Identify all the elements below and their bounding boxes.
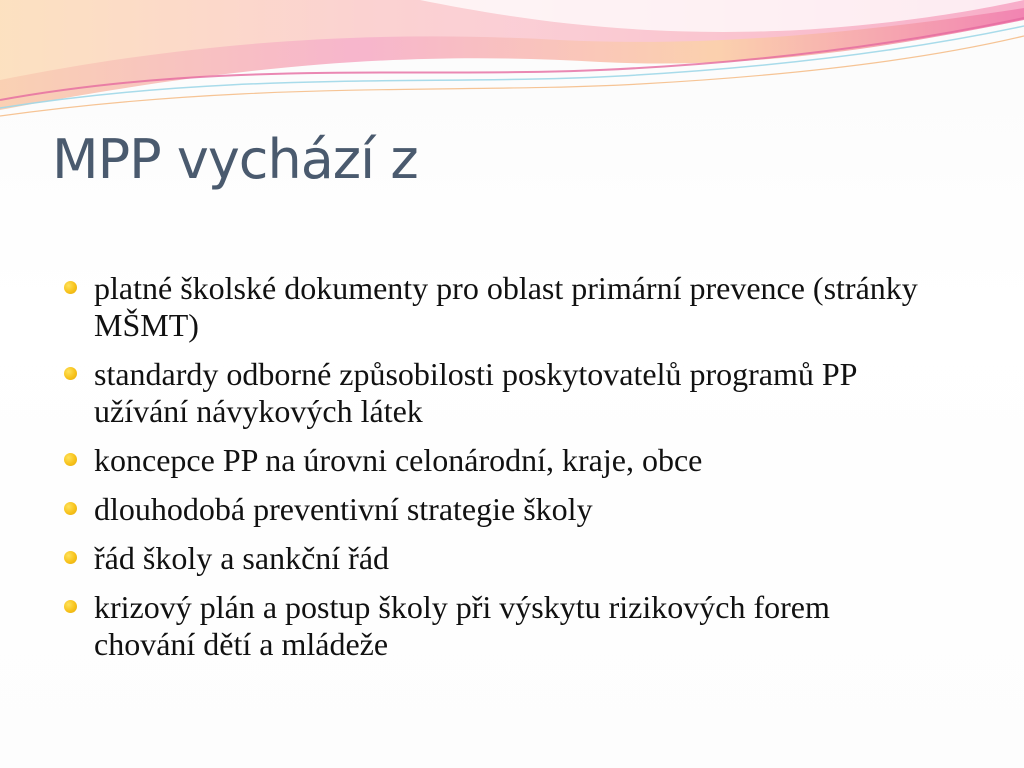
bullet-item [64, 356, 924, 430]
bullet-item [64, 270, 924, 344]
bullet-dot-icon [64, 281, 77, 294]
bullet-text: krizový plán a postup školy při výskytu rizikových forem chování dětí a mládeže [94, 589, 830, 662]
bullet-dot-icon [64, 551, 77, 564]
bullet-item [64, 491, 924, 528]
bullet-dot-icon [64, 600, 77, 613]
bullet-text: dlouhodobá preventivní strategie školy [94, 491, 593, 527]
bullet-dot-icon [64, 502, 77, 515]
bullet-text: koncepce PP na úrovni celonárodní, kraje, obce [94, 442, 703, 478]
bullet-text: platné školské dokumenty pro oblast primární prevence (stránky MŠMT) [94, 270, 918, 343]
bullet-text: standardy odborné způsobilosti poskytovatelů programů PP užívání návykových látek [94, 356, 857, 429]
bullet-item [64, 442, 924, 479]
slide-title: MPP vychází z [52, 128, 418, 191]
bullet-list [64, 270, 924, 675]
header-wave-decoration [0, 0, 1024, 130]
bullet-text: řád školy a sankční řád [94, 540, 390, 576]
bullet-dot-icon [64, 367, 77, 380]
bullet-item [64, 540, 924, 577]
bullet-item [64, 589, 924, 663]
bullet-dot-icon [64, 453, 77, 466]
